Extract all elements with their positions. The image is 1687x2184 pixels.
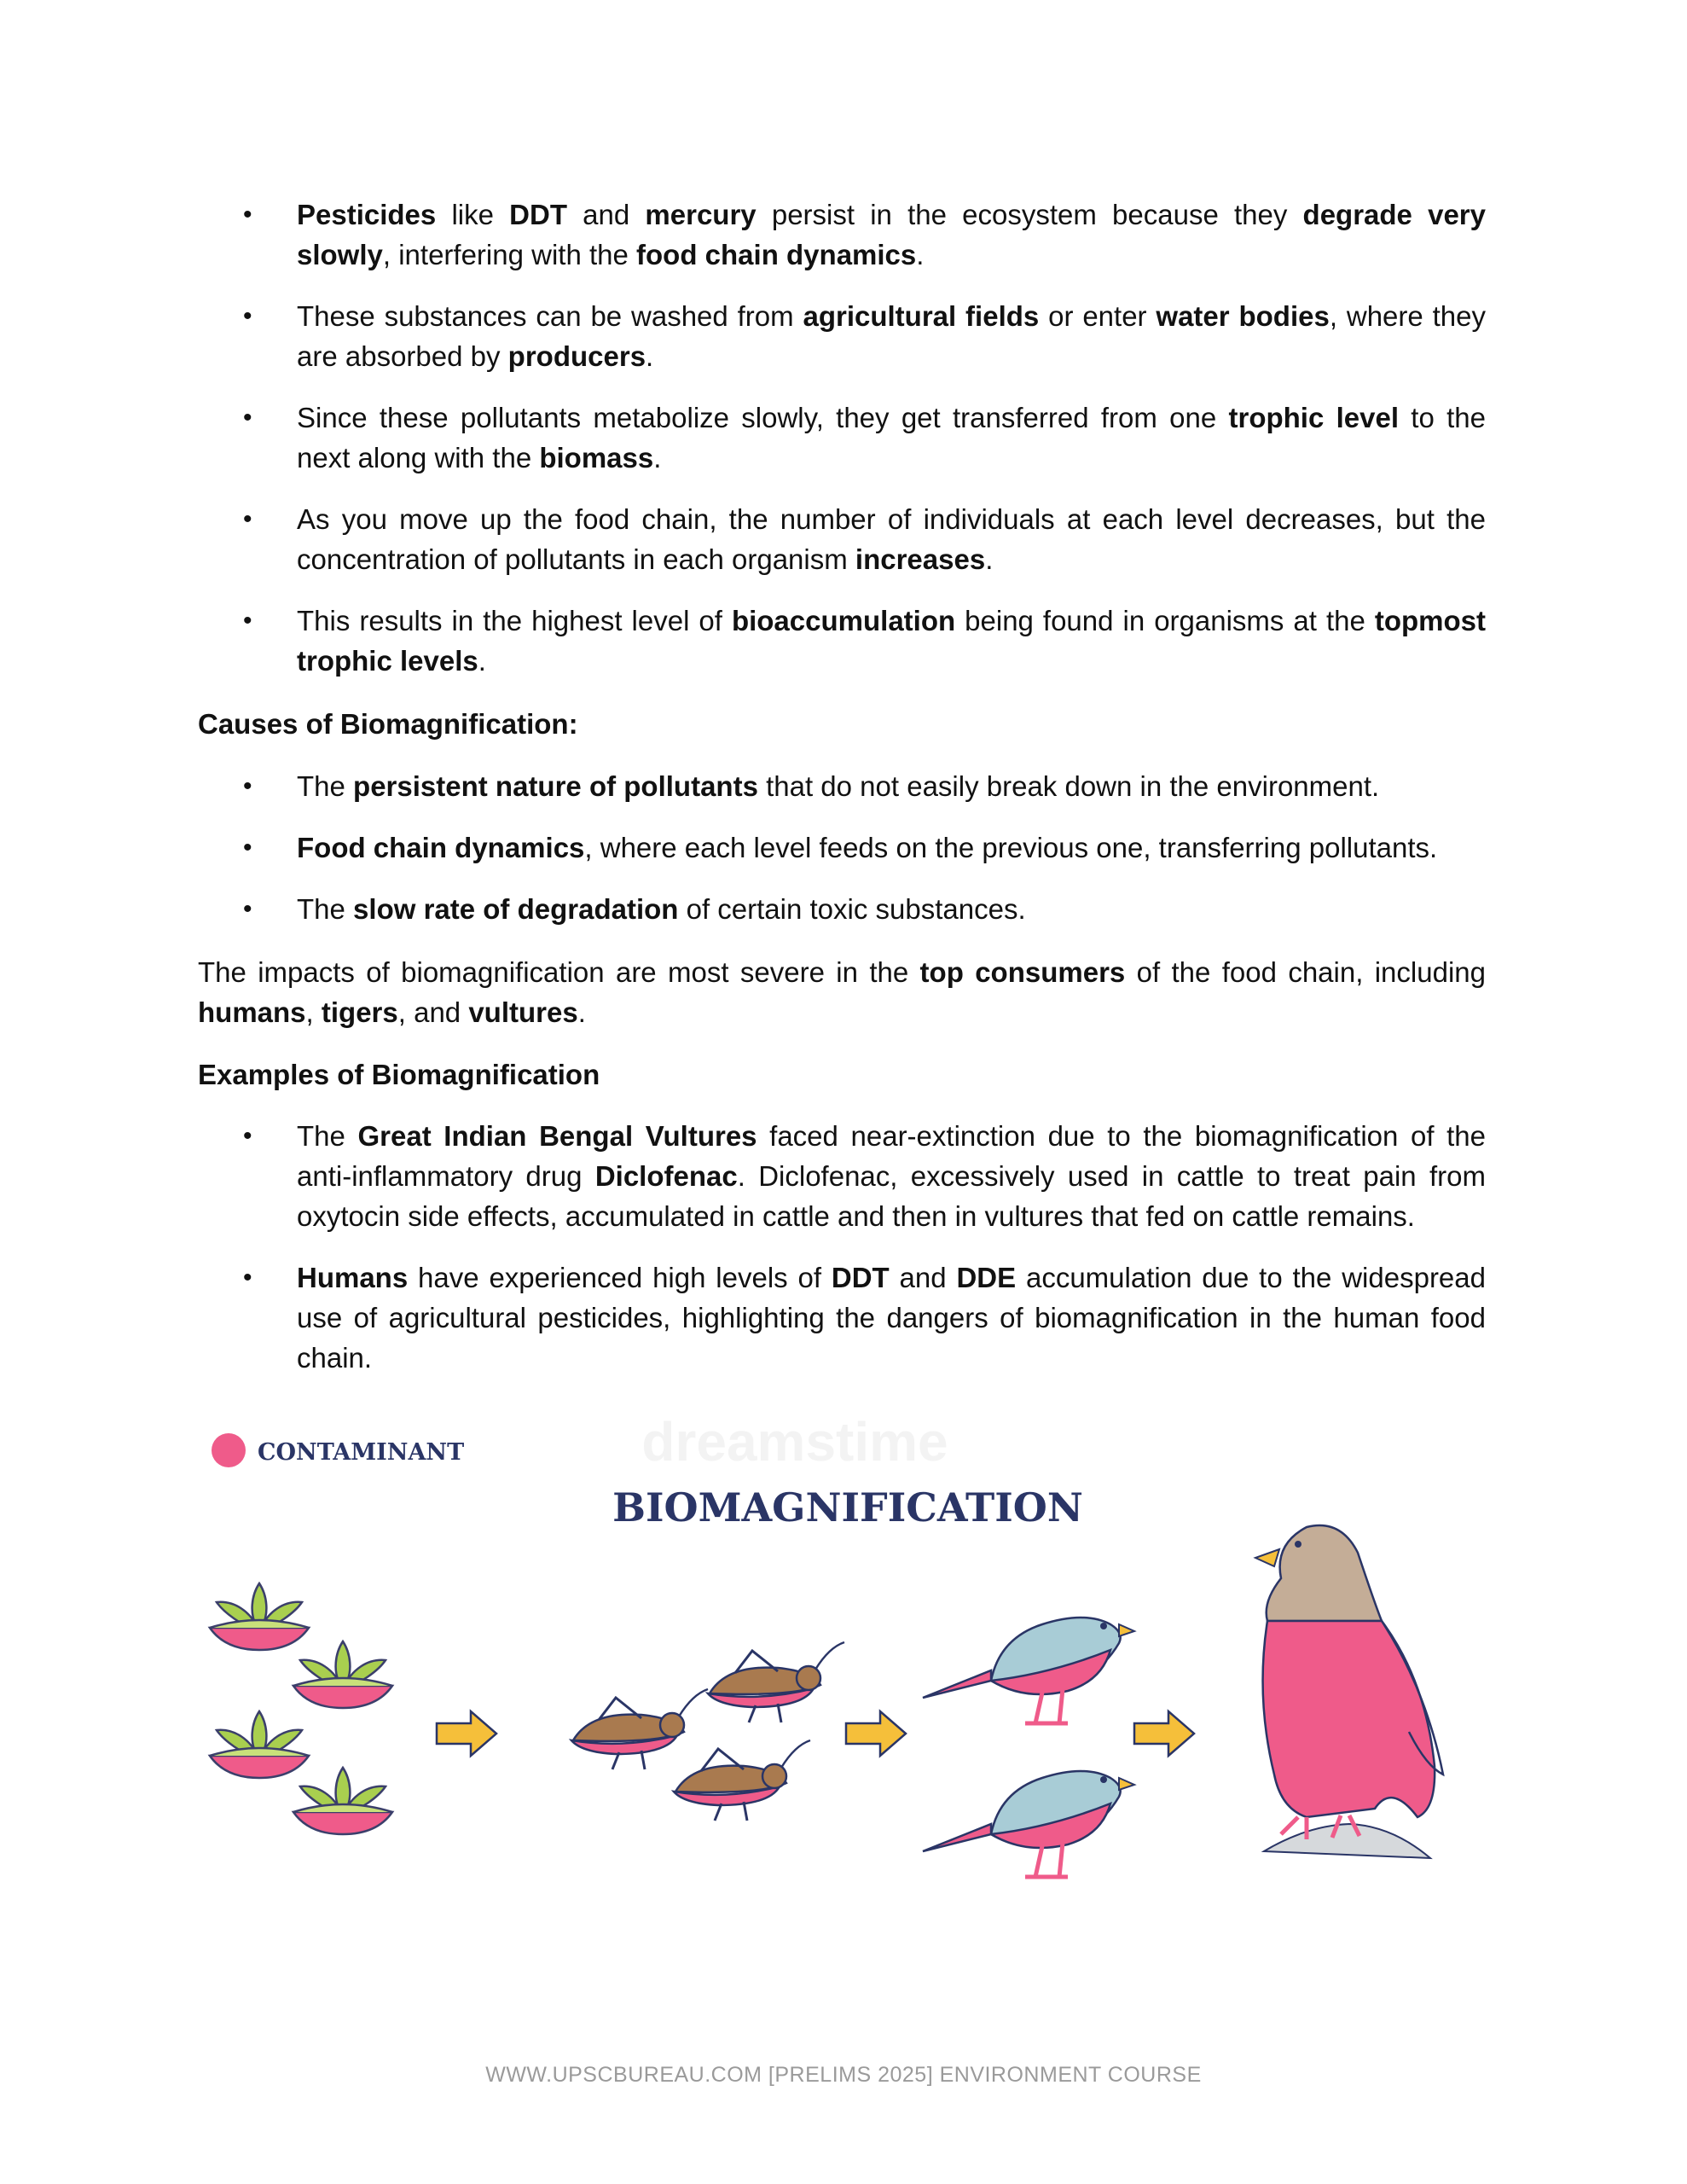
text-run: and	[889, 1262, 957, 1293]
bold-term: topmost trophic levels	[297, 605, 1486, 677]
text-run: ,	[305, 996, 322, 1028]
bold-term: bioaccumulation	[731, 605, 956, 636]
bold-term: Great Indian Bengal Vultures	[357, 1120, 757, 1152]
text-run: Since these pollutants metabolize slowly, they get transferred from one	[297, 402, 1229, 433]
bird-2	[923, 1771, 1134, 1877]
text-run: and	[566, 199, 646, 230]
bold-term: Humans	[297, 1262, 409, 1293]
bold-term: DDT	[509, 199, 567, 230]
bold-term: top consumers	[919, 956, 1126, 988]
bold-term: water bodies	[1156, 300, 1330, 332]
grasshopper-2	[708, 1642, 844, 1722]
list-item	[198, 766, 1486, 806]
bullet-list-causes	[198, 766, 1486, 950]
text-run: , interfering with the	[382, 239, 637, 270]
list-item	[198, 601, 1486, 681]
list-item	[198, 499, 1486, 579]
arrow-3-icon	[1134, 1711, 1194, 1756]
bullet-list-examples	[198, 1116, 1486, 1399]
text-run: These substances can be washed from	[297, 300, 803, 332]
bold-term: Diclofenac	[594, 1160, 738, 1192]
text-run: accumulation due to the widespread use of agricultural pesticides, highlighting the dangers of biomagnification in the human food chain.	[297, 1262, 1486, 1374]
list-item	[198, 1116, 1486, 1236]
bold-term: trophic level	[1228, 402, 1400, 433]
bold-term: tigers	[321, 996, 398, 1028]
list-item	[198, 195, 1486, 275]
plant-4	[293, 1768, 392, 1834]
producer-plants-group	[210, 1583, 392, 1834]
text-run: , and	[397, 996, 469, 1028]
grasshopper-1	[571, 1689, 708, 1769]
watermark-text: dreamstime	[641, 1411, 948, 1472]
text-run: The	[297, 770, 354, 802]
text-run: .	[916, 239, 925, 270]
bold-term: producers	[507, 340, 646, 372]
grasshopper-3	[674, 1740, 810, 1821]
eagle	[1255, 1525, 1443, 1858]
list-item	[198, 889, 1486, 929]
bold-term: Pesticides	[297, 199, 437, 230]
text-run: The	[297, 893, 354, 925]
bullet-list-mechanism	[198, 195, 1486, 702]
text-run: of the food chain, including	[1125, 956, 1486, 988]
birds-group	[923, 1618, 1134, 1877]
text-run: The impacts of biomagnification are most severe in the	[198, 956, 920, 988]
page-footer: WWW.UPSCBUREAU.COM [PRELIMS 2025] ENVIRONMENT COURSE	[485, 2063, 1202, 2087]
text-run: faced near-extinction due to the biomagnification of the anti-inflammatory drug	[297, 1120, 1486, 1192]
plant-2	[293, 1641, 392, 1708]
text-run: persist in the ecosystem because they	[756, 199, 1303, 230]
list-item	[198, 296, 1486, 376]
text-run: The	[297, 1120, 358, 1152]
text-run: to the next along with the	[297, 402, 1486, 473]
contaminant-legend-label: CONTAMINANT	[258, 1439, 465, 1466]
figure-title: BIOMAGNIFICATION	[612, 1484, 1083, 1531]
text-run: .	[577, 996, 586, 1028]
text-run: have experienced high levels of	[408, 1262, 832, 1293]
plant-1	[210, 1583, 309, 1650]
examples-heading: Examples of Biomagnification	[198, 1059, 600, 1090]
list-item	[198, 1258, 1486, 1378]
bold-term: mercury	[645, 199, 757, 230]
impacts-paragraph	[198, 952, 1486, 1032]
biomagnification-illustration	[198, 1408, 1494, 1885]
bold-term: persistent nature of pollutants	[353, 770, 758, 802]
text-run: .	[646, 340, 654, 372]
plant-3	[210, 1711, 309, 1778]
text-run: . Diclofenac, excessively used in cattle to treat pain from oxytocin side effects, accumulated in cattle and then in vultures that fed on cattle remains.	[297, 1160, 1486, 1232]
bold-term: degrade very slowly	[297, 199, 1486, 270]
bold-term: biomass	[539, 442, 654, 473]
text-run: being found in organisms at the	[955, 605, 1375, 636]
causes-heading: Causes of Biomagnification:	[198, 708, 578, 740]
text-run: like	[436, 199, 510, 230]
bold-term: DDE	[956, 1262, 1017, 1293]
text-run: As you move up the food chain, the number of individuals at each level decreases, but the concentration of pollutants in each organism	[297, 503, 1486, 575]
bird-1	[923, 1618, 1134, 1723]
list-item	[198, 398, 1486, 478]
bold-term: slow rate of degradation	[353, 893, 679, 925]
bold-term: DDT	[831, 1262, 890, 1293]
text-run: This results in the highest level of	[297, 605, 732, 636]
grasshoppers-group	[571, 1642, 844, 1821]
bold-term: vultures	[468, 996, 578, 1028]
text-run: or enter	[1039, 300, 1157, 332]
text-run: of certain toxic substances.	[678, 893, 1026, 925]
text-run: , where each level feeds on the previous one, transferring pollutants.	[584, 832, 1438, 863]
bold-term: increases	[855, 543, 986, 575]
bold-term: food chain dynamics	[636, 239, 917, 270]
text-run: .	[985, 543, 994, 575]
list-item	[198, 828, 1486, 868]
bold-term: Food chain dynamics	[297, 832, 585, 863]
text-run: .	[653, 442, 662, 473]
arrow-2-icon	[846, 1711, 906, 1756]
contaminant-legend-dot	[212, 1433, 246, 1467]
arrow-1-icon	[437, 1711, 496, 1756]
biomagnification-figure	[198, 1408, 1494, 1885]
text-run: that do not easily break down in the environment.	[757, 770, 1380, 802]
text-run: .	[478, 645, 486, 677]
bold-term: humans	[198, 996, 306, 1028]
text-run: , where they are absorbed by	[297, 300, 1486, 372]
bold-term: agricultural fields	[803, 300, 1040, 332]
